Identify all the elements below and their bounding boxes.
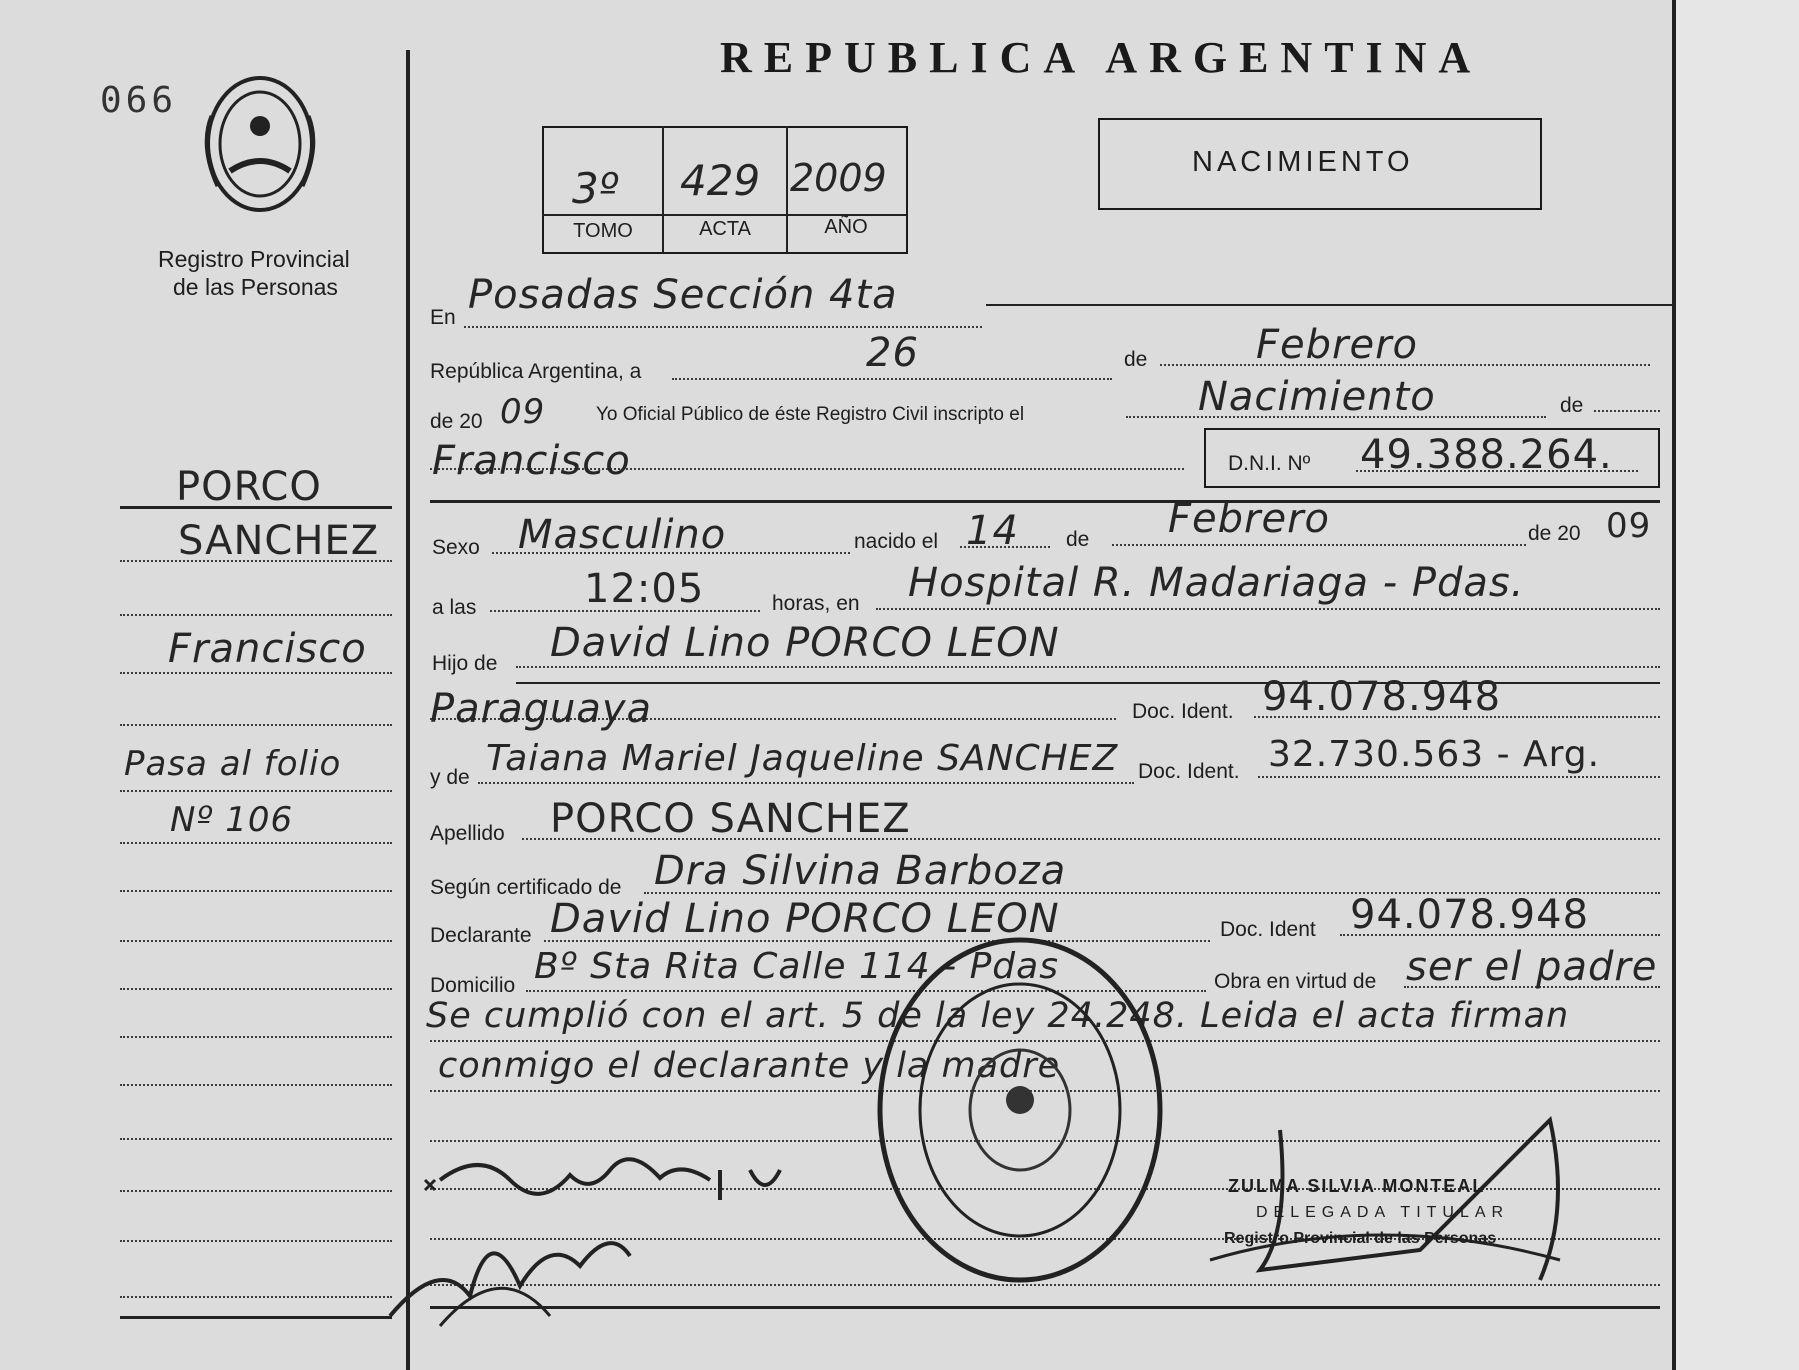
republica-label: República Argentina, a	[430, 360, 642, 383]
yde-label: y de	[430, 766, 470, 789]
official-name: ZULMA SILVIA MONTEAL	[1228, 1176, 1486, 1196]
tomo-label: TOMO	[573, 220, 633, 242]
father-nationality: Paraguaya	[430, 686, 653, 732]
margin-surname1: PORCO	[176, 464, 322, 510]
doc-label: Doc. Ident.	[1132, 700, 1234, 723]
margin-line	[120, 1240, 392, 1242]
margin-line	[120, 724, 392, 726]
place-value: Hospital R. Madariaga - Pdas.	[908, 560, 1525, 606]
sexo-label: Sexo	[432, 536, 480, 559]
anio-value: 2009	[790, 156, 887, 200]
dni-label: D.N.I. Nº	[1228, 452, 1311, 475]
en-label: En	[430, 306, 456, 329]
declarante-value: David Lino PORCO LEON	[550, 896, 1060, 942]
margin-line	[120, 842, 392, 844]
note-line2: conmigo el declarante y la madre	[438, 1046, 1061, 1086]
birth-month-line	[1112, 544, 1526, 546]
father-line	[516, 666, 1660, 668]
apellido-label: Apellido	[430, 822, 505, 845]
birth-month: Febrero	[1168, 496, 1330, 542]
registry-name-line2: de las Personas	[173, 274, 338, 300]
nacido-label: nacido el	[854, 530, 939, 553]
de-label: de	[1124, 348, 1148, 371]
official-org: Registro Provincial de las Personas	[1224, 1230, 1497, 1247]
acta-value: 429	[680, 156, 761, 205]
virtud-label: Obra en virtud de	[1214, 970, 1377, 993]
margin-line	[120, 1084, 392, 1086]
margin-line	[120, 1190, 392, 1192]
time-value: 12:05	[584, 566, 705, 612]
en-value: Posadas Sección 4ta	[468, 272, 898, 318]
note-line1: Se cumplió con el art. 5 de la ley 24.248. Leida el acta firman	[426, 996, 1570, 1036]
domicilio-label: Domicilio	[430, 974, 516, 997]
de-label-2: de	[1560, 394, 1584, 417]
folio-number: 066	[100, 80, 178, 121]
doc-label-2: Doc. Ident.	[1138, 760, 1240, 783]
apellido-value: PORCO SANCHEZ	[550, 796, 911, 842]
mother-signature	[380, 1196, 640, 1336]
provincial-emblem	[190, 66, 330, 226]
certificado-value: Dra Silvina Barboza	[654, 848, 1067, 894]
name-value: Francisco	[432, 438, 631, 484]
margin-line	[120, 940, 392, 942]
en-rule	[986, 304, 1676, 306]
margin-given-name: Francisco	[168, 626, 367, 672]
birth-year-suffix: 09	[1606, 506, 1652, 546]
margin-line	[120, 672, 392, 674]
anio-label: AÑO	[824, 216, 868, 238]
margin-note-line2: Nº 106	[170, 800, 294, 840]
inscripto-value: Nacimiento	[1198, 374, 1436, 420]
registry-name-line1: Registro Provincial	[158, 246, 350, 272]
official-title: DELEGADA TITULAR	[1256, 1204, 1510, 1221]
mother-line	[478, 782, 1134, 784]
margin-line	[120, 1036, 392, 1038]
horas-label: horas, en	[772, 592, 860, 615]
doc-label-3: Doc. Ident	[1220, 918, 1316, 941]
dni-value: 49.388.264.	[1360, 432, 1613, 478]
margin-line	[120, 988, 392, 990]
de20-label: de 20	[430, 410, 483, 433]
act-type: NACIMIENTO	[1192, 146, 1414, 178]
margin-line	[120, 560, 392, 562]
certificado-label: Según certificado de	[430, 876, 622, 899]
father-doc: 94.078.948	[1262, 674, 1502, 720]
margin-line	[120, 790, 392, 792]
margin-line	[120, 614, 392, 616]
alas-label: a las	[432, 596, 477, 619]
acta-label: ACTA	[699, 218, 751, 240]
de-line	[1594, 410, 1660, 412]
document-title: REPUBLICA ARGENTINA	[720, 33, 1483, 82]
margin-note-line1: Pasa al folio	[124, 744, 342, 784]
mother-doc: 32.730.563 - Arg.	[1268, 734, 1601, 775]
day-value: 26	[866, 330, 919, 376]
de2000-label: de 20	[1528, 522, 1581, 545]
hijo-label: Hijo de	[432, 652, 498, 675]
facing-page	[1676, 0, 1799, 1370]
registry-seal	[870, 930, 1170, 1290]
tomo-value: 3º	[572, 164, 619, 213]
margin-divider	[406, 50, 410, 1370]
father-name: David Lino PORCO LEON	[550, 620, 1060, 666]
margin-line	[120, 1138, 392, 1140]
sexo-value: Masculino	[518, 512, 727, 558]
declarante-doc: 94.078.948	[1350, 892, 1590, 938]
margin-line	[120, 1296, 392, 1298]
oficial-label: Yo Oficial Público de éste Registro Civil inscripto el	[596, 404, 1025, 425]
rule	[430, 500, 1660, 503]
month-value: Febrero	[1256, 322, 1418, 368]
day-line	[672, 378, 1112, 380]
declarante-label: Declarante	[430, 924, 532, 947]
birth-day: 14	[966, 508, 1019, 554]
domicilio-value: Bº Sta Rita Calle 114 - Pdas	[534, 946, 1059, 987]
margin-line	[120, 890, 392, 892]
mother-name: Taiana Mariel Jaqueline SANCHEZ	[486, 738, 1119, 779]
margin-surname2: SANCHEZ	[178, 518, 380, 564]
de-label-3: de	[1066, 528, 1090, 551]
margin-rule	[120, 1316, 392, 1319]
place-line	[876, 608, 1660, 610]
mother-doc-line	[1258, 776, 1660, 778]
virtud-value: ser el padre	[1406, 944, 1658, 990]
en-line	[464, 326, 982, 328]
year-suffix: 09	[500, 392, 546, 432]
